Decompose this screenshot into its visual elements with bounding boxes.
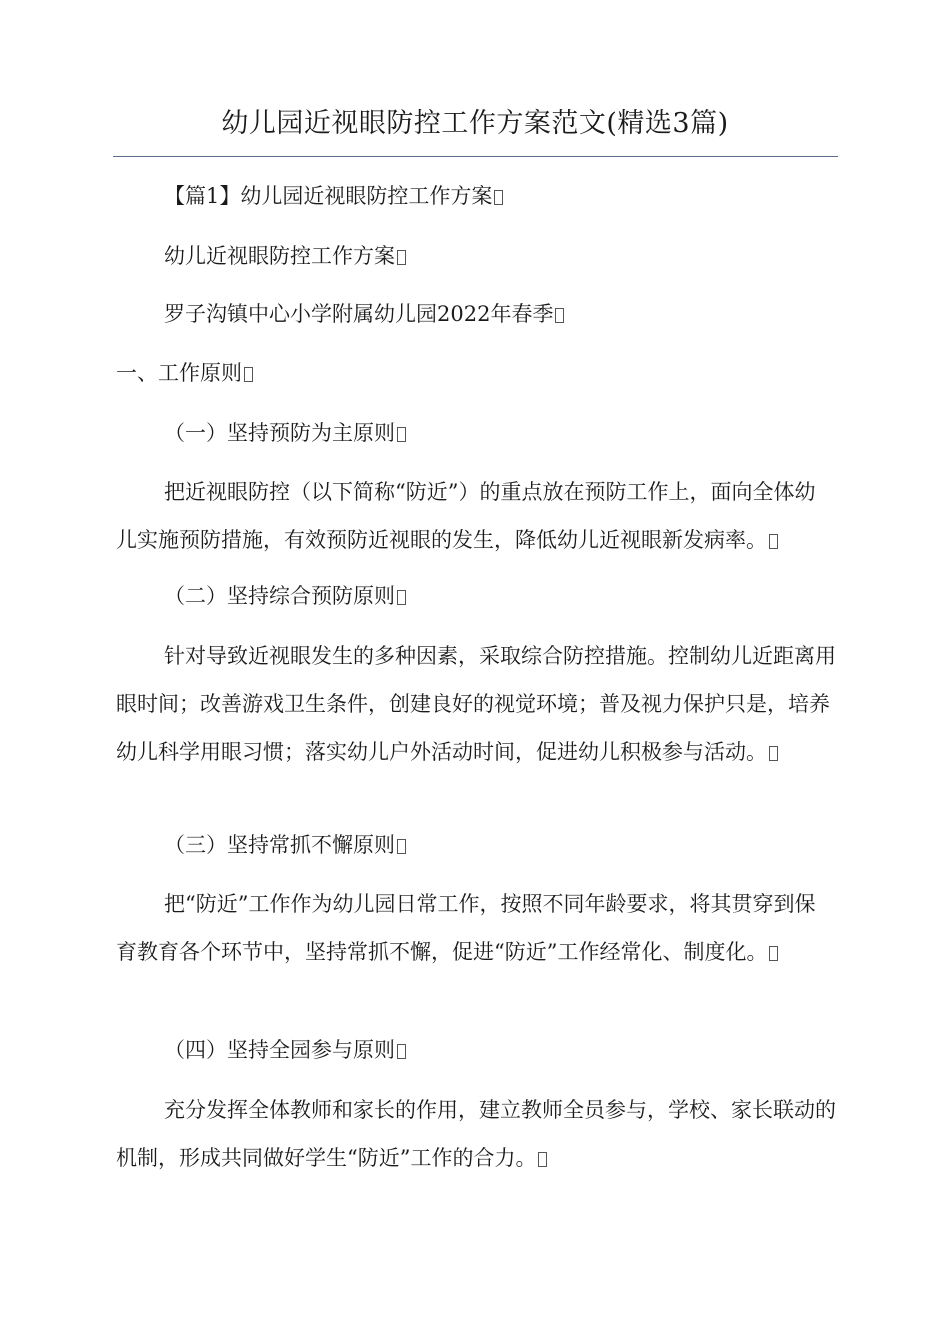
- subheading-principle-4: （四）坚持全园参与原则: [116, 1034, 836, 1066]
- paragraph-section-heading: 【篇1】幼儿园近视眼防控工作方案: [116, 180, 836, 212]
- paragraph-mark-icon: [769, 946, 778, 961]
- paragraph-mark-icon: [397, 590, 406, 605]
- paragraph-mark-icon: [397, 427, 406, 442]
- paragraph-mark-icon: [555, 308, 564, 323]
- subheading-principle-2: （二）坚持综合预防原则: [116, 580, 836, 612]
- paragraph-mark-icon: [397, 1044, 406, 1059]
- paragraph-plan-title: 幼儿近视眼防控工作方案: [116, 240, 836, 272]
- document-title: 幼儿园近视眼防控工作方案范文(精选3篇): [221, 108, 729, 139]
- subheading-principle-3: （三）坚持常抓不懈原则: [116, 829, 836, 861]
- paragraph-mark-icon: [397, 839, 406, 854]
- heading-work-principles: 一、工作原则: [116, 357, 836, 389]
- paragraph-mark-icon: [397, 250, 406, 265]
- subheading-principle-1: （一）坚持预防为主原则: [116, 417, 836, 449]
- paragraph-mark-icon: [769, 534, 778, 549]
- paragraph-principle-2-body: 针对导致近视眼发生的多种因素，采取综合防控措施。控制幼儿近距离用眼时间；改善游戏卫生条件，创建良好的视觉环境；普及视力保护只是，培养幼儿科学用眼习惯；落实幼儿户外活动时间，促进幼儿积极参与活动。: [116, 644, 836, 764]
- paragraph-principle-1-body: 把近视眼防控（以下简称“防近”）的重点放在预防工作上，面向全体幼儿实施预防措施，有效预防近视眼的发生，降低幼儿近视眼新发病率。: [116, 480, 816, 552]
- paragraph-mark-icon: [769, 746, 778, 761]
- paragraph-mark-icon: [538, 1152, 547, 1167]
- paragraph-mark-icon: [494, 190, 503, 205]
- paragraph-principle-3-body: 把“防近”工作作为幼儿园日常工作，按照不同年龄要求，将其贯穿到保育教育各个环节中，坚持常抓不懈，促进“防近”工作经常化、制度化。: [116, 892, 816, 964]
- paragraph-school-name: 罗子沟镇中心小学附属幼儿园2022年春季: [116, 298, 836, 330]
- title-divider: [113, 156, 838, 157]
- paragraph-mark-icon: [244, 367, 253, 382]
- paragraph-principle-4-body: 充分发挥全体教师和家长的作用，建立教师全员参与，学校、家长联动的机制，形成共同做好学生“防近”工作的合力。: [116, 1098, 836, 1170]
